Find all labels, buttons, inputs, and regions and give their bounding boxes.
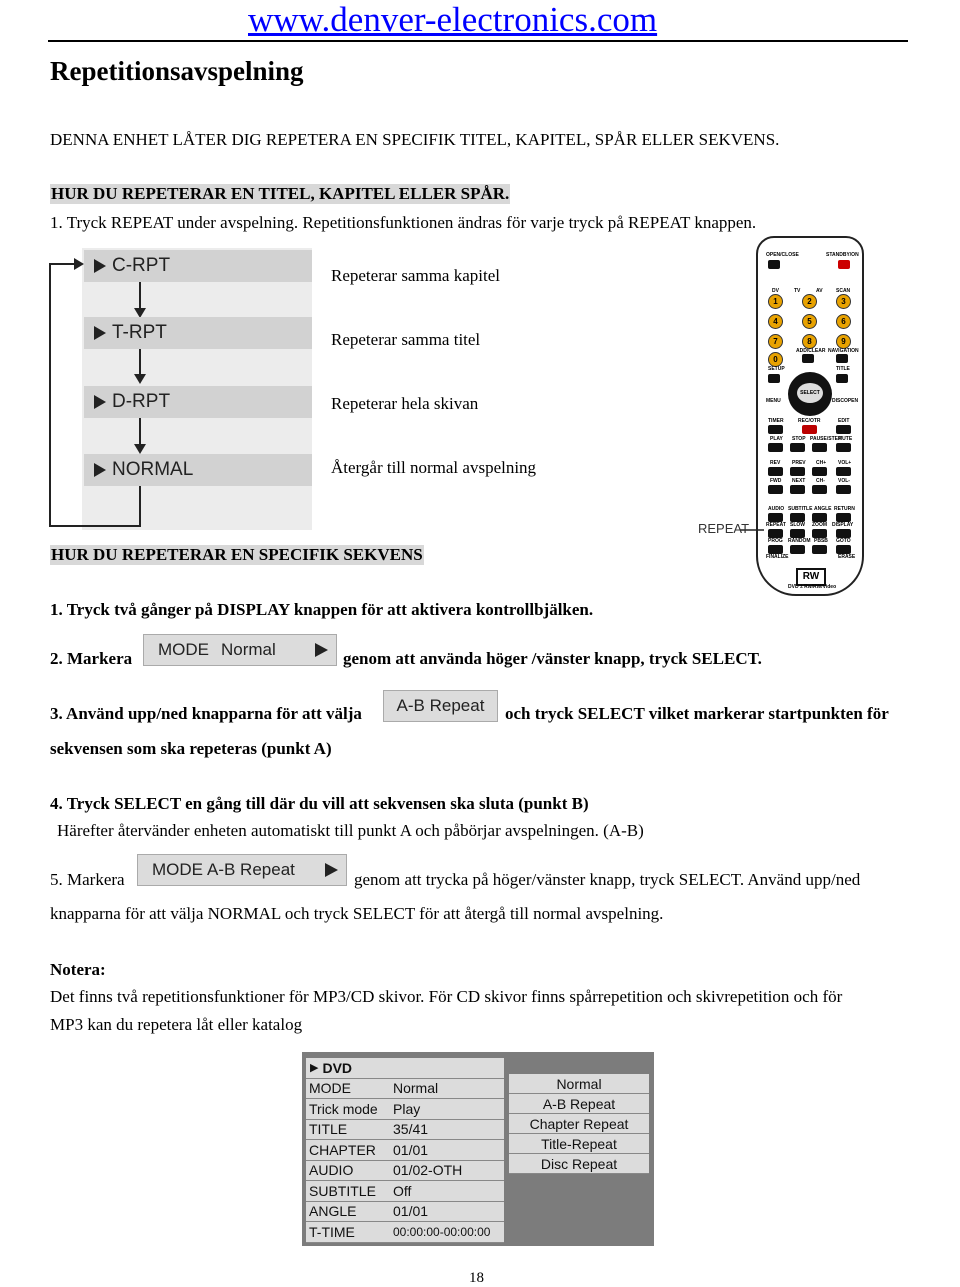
osd-row-t-time [306, 1222, 504, 1243]
play-icon [94, 395, 106, 409]
website-link[interactable]: www.denver-electronics.com [248, 0, 658, 39]
digit-4-button[interactable]: 4 [768, 314, 783, 329]
next-button[interactable] [790, 485, 805, 494]
remote-label-finalize: FINALIZE [766, 554, 789, 560]
flow-box-normal [84, 454, 312, 486]
mute-button[interactable] [836, 443, 851, 452]
remote-label-prev: PREV [792, 460, 806, 466]
random-button[interactable] [790, 545, 805, 554]
section2-step4: 4. Tryck SELECT en gång till där du vill att sekvensen ska sluta (punkt B) [50, 794, 589, 813]
section2-step4-cont: Härefter återvänder enheten automatiskt till punkt A och påbörjar avspelningen. (A-B) [57, 821, 644, 840]
section2-step1: 1. Tryck två gånger på DISPLAY knappen för att aktivera kontrollbjälken. [50, 600, 594, 619]
pause-step-button[interactable] [812, 443, 827, 452]
subtitle-button[interactable] [790, 513, 805, 522]
osd-row-trick-mode [306, 1099, 504, 1120]
remote-label-setup: SETUP [768, 366, 785, 372]
ab-repeat-bar [383, 690, 498, 722]
repeat-button[interactable] [768, 529, 783, 538]
remote-label-slow: SLOW [790, 522, 805, 528]
bar-mode-label: MODE [158, 640, 209, 659]
osd-option-ab-repeat[interactable]: A-B Repeat [509, 1094, 649, 1114]
osd-option-title-repeat[interactable]: Title-Repeat [509, 1134, 649, 1154]
intro-text: DENNA ENHET LÅTER DIG REPETERA EN SPECIFIK TITEL, KAPITEL, SPÅR ELLER SEKVENS. [50, 130, 780, 149]
timer-button[interactable] [768, 425, 783, 434]
osd-row-angle [306, 1202, 504, 1223]
osd-value: 35/41 [393, 1121, 429, 1138]
osd-key: AUDIO [309, 1162, 354, 1179]
digit-5-button[interactable]: 5 [802, 314, 817, 329]
osd-row-subtitle [306, 1181, 504, 1202]
remote-label-navigation: NAVIGATION [828, 348, 859, 354]
remote-label-stop: STOP [792, 436, 806, 442]
section2-step3-post: och tryck SELECT vilket markerar startpunkten för [505, 704, 889, 723]
mode-normal-bar [143, 634, 337, 666]
osd-key: TITLE [309, 1121, 348, 1138]
section2-step5-cont: knapparna för att välja NORMAL och tryck SELECT för att återgå till normal avspelning. [50, 904, 664, 923]
flow-box-d-rpt [84, 386, 312, 418]
remote-label-rev: REV [770, 460, 781, 466]
pbsb-button[interactable] [812, 545, 827, 554]
flow-box-t-rpt [84, 317, 312, 349]
play-icon [94, 463, 106, 477]
dvd-osd-menu [302, 1052, 654, 1246]
remote-label-discopen: DISCOPEN [832, 398, 859, 404]
flow-desc-1: Repeterar samma kapitel [331, 266, 500, 285]
osd-key: Trick mode [309, 1100, 378, 1117]
remote-label-prog: PROG [768, 538, 783, 544]
record-button[interactable] [802, 425, 817, 434]
standby-button[interactable] [838, 260, 850, 269]
title-button[interactable] [836, 374, 848, 383]
zoom-button[interactable] [812, 529, 827, 538]
angle-button[interactable] [812, 513, 827, 522]
remote-label-angle: ANGLE [814, 506, 832, 512]
flow-box-label: D-RPT [112, 391, 171, 412]
remote-label-display: DISPLAY [832, 522, 854, 528]
mode-ab-repeat-bar [137, 854, 347, 886]
remote-label-menu: MENU [766, 398, 781, 404]
return-button[interactable] [836, 513, 851, 522]
ch-down-button[interactable] [812, 485, 827, 494]
section1-heading: HUR DU REPETERAR EN TITEL, KAPITEL ELLER SPÅR. [51, 184, 510, 203]
section2-step2-pre: 2. Markera [50, 649, 133, 668]
slow-button[interactable] [790, 529, 805, 538]
repeat-callout-label: REPEAT [698, 521, 750, 536]
remote-label-title: TITLE [836, 366, 850, 372]
section2-step2-post: genom att använda höger /vänster knapp, tryck SELECT. [343, 649, 762, 668]
play-icon [325, 863, 338, 877]
osd-key: T-TIME [309, 1223, 355, 1240]
section2-step3-pre: 3. Använd upp/ned knapparna för att välja [50, 704, 362, 723]
add-clear-button[interactable] [802, 354, 814, 363]
note-line-2: MP3 kan du repetera låt eller katalog [50, 1015, 303, 1034]
remote-label-pbsb: PBSB [814, 538, 828, 544]
section2-step5-post: genom att trycka på höger/vänster knapp, tryck SELECT. Använd upp/ned [354, 870, 861, 889]
osd-value: 01/01 [393, 1141, 429, 1158]
remote-label-pause: PAUSE/STEP [810, 436, 842, 442]
bar-mode-label: MODE [152, 860, 203, 879]
flow-box-label: C-RPT [112, 255, 171, 276]
ab-repeat-label: A-B Repeat [396, 696, 485, 715]
stop-button[interactable] [790, 443, 805, 452]
remote-label-volplus: VOL+ [838, 460, 852, 466]
digit-8-button[interactable]: 8 [802, 334, 817, 349]
osd-option-normal[interactable]: Normal [509, 1074, 649, 1094]
osd-key: CHAPTER [309, 1141, 376, 1158]
remote-label-chminus: CH- [816, 478, 825, 484]
osd-row-title [306, 1120, 504, 1141]
remote-label-random: RANDOM [788, 538, 811, 544]
play-icon [94, 326, 106, 340]
osd-key: SUBTITLE [309, 1182, 376, 1199]
remote-control [756, 236, 864, 596]
remote-label-mute: MUTE [838, 436, 853, 442]
osd-repeat-options [509, 1074, 649, 1174]
digit-1-button[interactable]: 1 [768, 294, 783, 309]
remote-label-dv: DV [772, 288, 779, 294]
remote-label-edit: EDIT [838, 418, 850, 424]
ch-up-button[interactable] [812, 467, 827, 476]
remote-label-zoom: ZOOM [812, 522, 827, 528]
remote-label-chplus: CH+ [816, 460, 827, 466]
page-number: 18 [469, 1270, 484, 1286]
remote-label-scan: SCAN [836, 288, 851, 294]
osd-header-label: DVD [322, 1059, 353, 1076]
flow-desc-2: Repeterar samma titel [331, 330, 481, 349]
digit-7-button[interactable]: 7 [768, 334, 783, 349]
page-title: Repetitionsavspelning [50, 56, 304, 86]
osd-value: 01/01 [393, 1203, 429, 1220]
digit-6-button[interactable]: 6 [836, 314, 851, 329]
note-heading: Notera: [50, 960, 106, 979]
remote-label-open: OPEN/CLOSE [766, 252, 799, 258]
remote-label-repeat: REPEAT [766, 522, 786, 528]
select-button[interactable]: SELECT [797, 383, 823, 403]
remote-label-volminus: VOL- [838, 478, 850, 484]
osd-info-panel [306, 1058, 504, 1243]
remote-label-goto: GOTO [836, 538, 851, 544]
remote-label-play: PLAY [770, 436, 783, 442]
remote-label-return: RETURN [834, 506, 855, 512]
header-rule [48, 40, 908, 42]
osd-value: Play [393, 1100, 421, 1117]
remote-label-tv: TV [794, 288, 801, 294]
osd-value: 00:00:00-00:00:00 [393, 1224, 491, 1239]
bar-mode-value: A-B Repeat [207, 860, 295, 879]
flow-desc-3: Repeterar hela skivan [331, 394, 479, 413]
remote-label-timer: TIMER [768, 418, 784, 424]
section2-step3-cont: sekvensen som ska repeteras (punkt A) [50, 739, 332, 758]
open-close-button[interactable] [768, 260, 780, 269]
osd-option-chapter-repeat[interactable]: Chapter Repeat [509, 1114, 649, 1134]
display-button[interactable] [836, 529, 851, 538]
edit-button[interactable] [836, 425, 851, 434]
remote-label-audio: AUDIO [768, 506, 785, 512]
goto-button[interactable] [836, 545, 851, 554]
remote-label-standby: STANDBY/ON [826, 252, 859, 258]
osd-row-chapter [306, 1140, 504, 1161]
flow-box-label: NORMAL [112, 459, 194, 480]
section1-step1: 1. Tryck REPEAT under avspelning. Repetitionsfunktionen ändras för varje tryck på REPEAT knappen. [50, 213, 757, 232]
flow-desc-4: Återgår till normal avspelning [331, 458, 537, 477]
osd-row-audio [306, 1161, 504, 1182]
remote-label-addclear: ADD/CLEAR [796, 348, 826, 354]
prev-button[interactable] [790, 467, 805, 476]
osd-option-disc-repeat[interactable]: Disc Repeat [509, 1154, 649, 1174]
osd-value: Off [393, 1182, 412, 1199]
section2-step5-pre: 5. Markera [50, 870, 125, 889]
vol-up-button[interactable] [836, 467, 851, 476]
fwd-button[interactable] [768, 485, 783, 494]
osd-value: 01/02-OTH [393, 1162, 463, 1179]
remote-label-next: NEXT [792, 478, 806, 484]
setup-button[interactable] [768, 374, 780, 383]
remote-logo-sub: DVD ± Rw/RW/Video [788, 584, 837, 590]
play-icon [94, 259, 106, 273]
flow-box-label: T-RPT [112, 322, 167, 343]
flow-box-c-rpt [84, 250, 312, 282]
rev-button[interactable] [768, 467, 783, 476]
osd-row-mode [306, 1079, 504, 1100]
audio-button[interactable] [768, 513, 783, 522]
rw-logo: RW [796, 568, 826, 586]
digit-3-button[interactable]: 3 [836, 294, 851, 309]
play-icon: ▶ [310, 1062, 319, 1075]
digit-9-button[interactable]: 9 [836, 334, 851, 349]
prog-button[interactable] [768, 545, 783, 554]
osd-key: MODE [309, 1080, 351, 1097]
remote-label-recotr: REC/OTR [798, 418, 821, 424]
section2-heading: HUR DU REPETERAR EN SPECIFIK SEKVENS [51, 545, 423, 564]
remote-label-subtitle: SUBTITLE [788, 506, 813, 512]
digit-0-button[interactable]: 0 [768, 352, 783, 367]
vol-down-button[interactable] [836, 485, 851, 494]
digit-2-button[interactable]: 2 [802, 294, 817, 309]
play-button[interactable] [768, 443, 783, 452]
bar-mode-value: Normal [221, 640, 276, 659]
play-icon [315, 643, 328, 657]
remote-label-av: AV [816, 288, 823, 294]
osd-key: ANGLE [309, 1203, 357, 1220]
note-line-1: Det finns två repetitionsfunktioner för MP3/CD skivor. För CD skivor finns spårrepetition och skivrepetition och för [50, 987, 843, 1006]
osd-header [306, 1058, 504, 1079]
remote-label-erase: ERASE [838, 554, 856, 560]
osd-value: Normal [393, 1080, 439, 1097]
navigation-button[interactable] [836, 354, 848, 363]
remote-label-fwd: FWD [770, 478, 782, 484]
